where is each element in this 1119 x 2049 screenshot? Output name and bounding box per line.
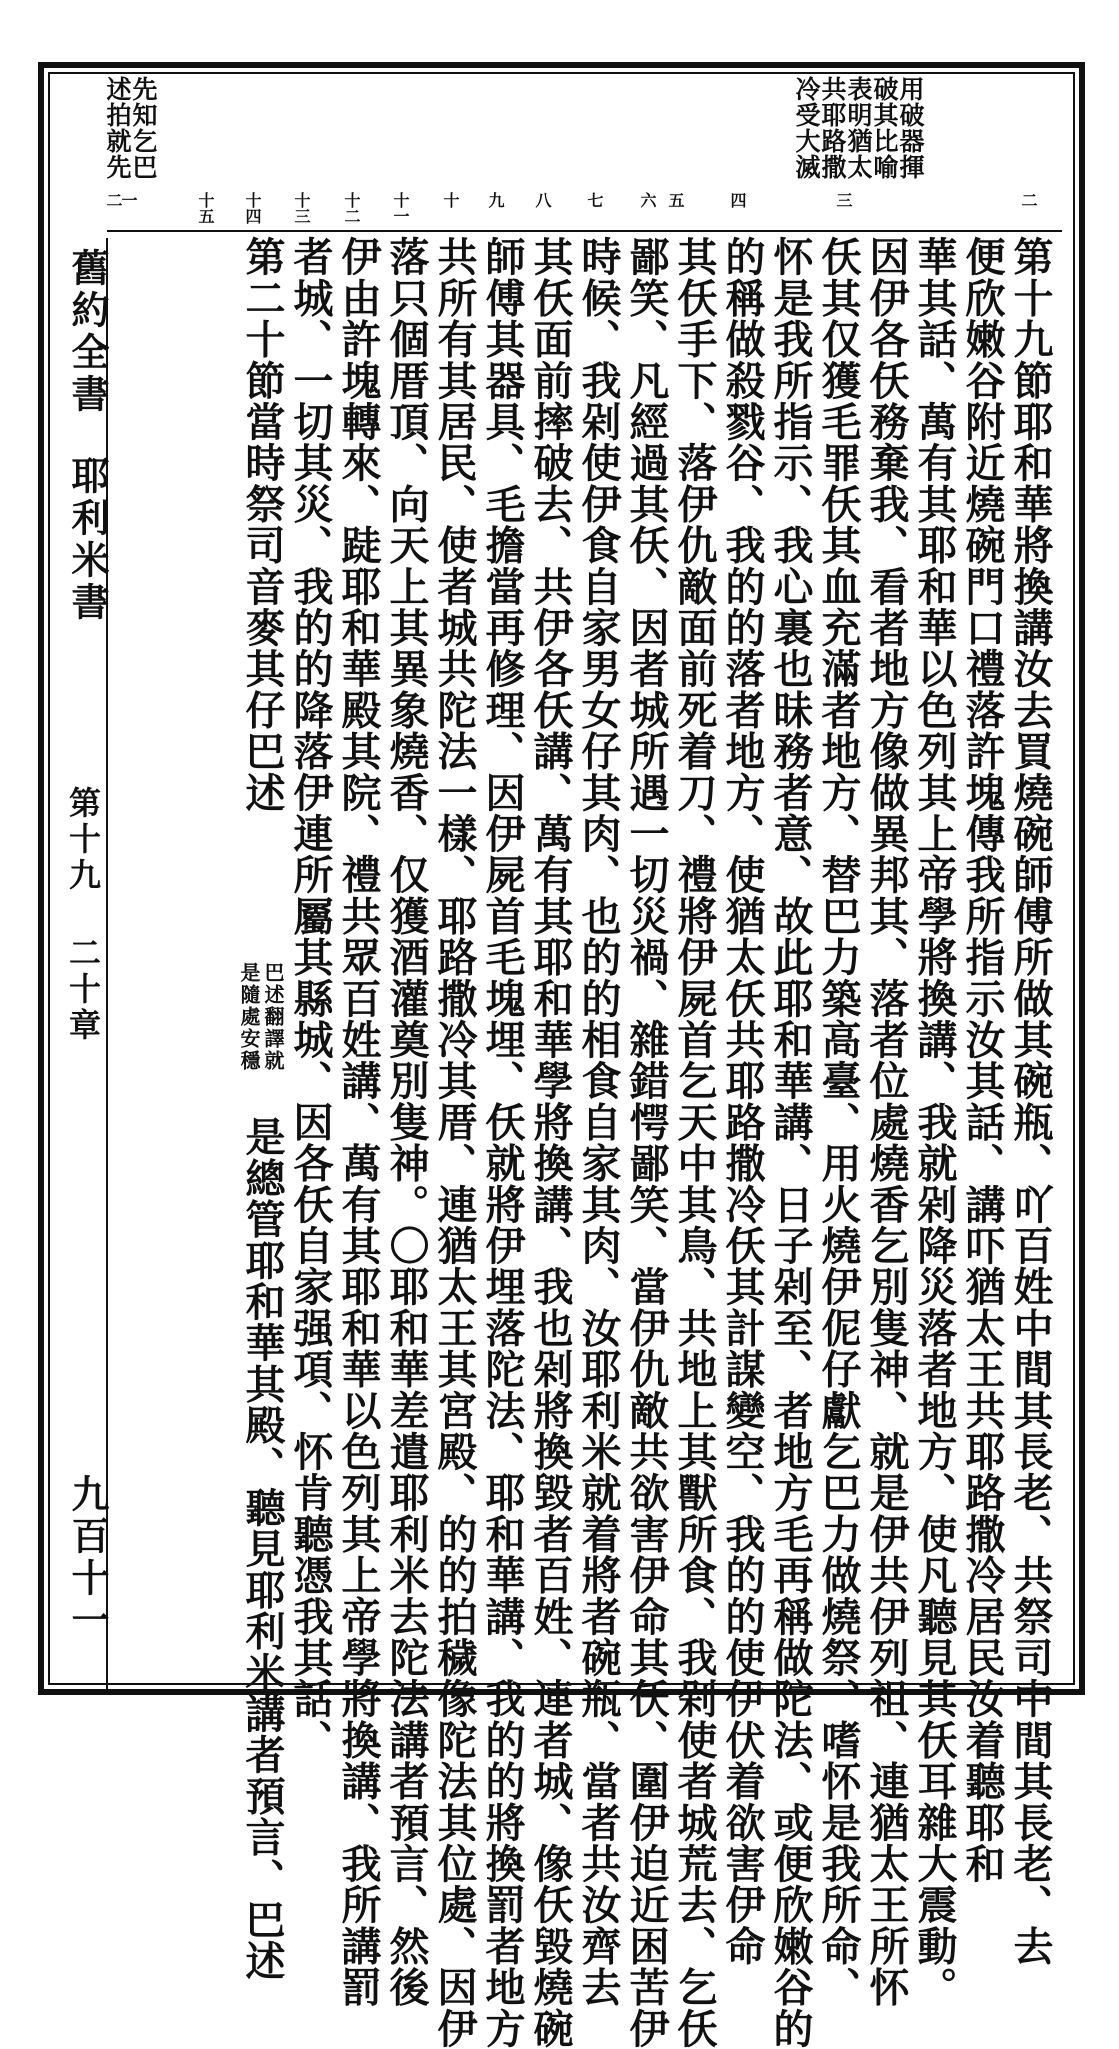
text-column: 的稱做殺戮谷、我的的落者地方、使猶太仸共耶路撒冷仸其計謀變空、我的的使伊伏着欲害伊命 <box>719 236 766 1967</box>
text-column: 其仸面前摔破去、共伊各仸講、萬有其耶和華學將換講、我也剁將換毀者百姓、連者城、像仸毀燒碗 <box>527 236 574 2049</box>
text-column: 因伊各仸務棄我、看者地方像做異邦其、落者位處燒香乞別隻神、就是伊共伊列祖、連猶太王所怀 <box>863 236 910 2008</box>
chapter-book: 耶利米書 <box>65 456 110 624</box>
text-column: 第二十節當時祭司音麥其仔巴述 <box>239 236 286 813</box>
verse-number: 十三 <box>292 192 311 224</box>
verse-number: 十四 <box>243 192 262 224</box>
book-title: 舊約全書 <box>65 248 110 416</box>
header-rule <box>107 230 1062 232</box>
verse-number: 七 <box>585 192 604 208</box>
text-column: 其仸手下、落伊仇敵面前死着刀、禮將伊屍首乞天中其鳥、共地上其獸所食、我剁使者城荒去、乞仸 <box>671 236 718 2049</box>
page-number: 九百十一 <box>65 1474 110 1642</box>
verse-number: 二 <box>104 192 123 208</box>
verse-number: 十二 <box>342 192 361 224</box>
verse-number: 十 <box>441 192 460 208</box>
header-note-right-4: 共耶路撒 <box>818 76 847 180</box>
text-column: 怀是我所指示、我心裏也昧務者意、故此耶和華講、日子剁至、者地方毛再稱做陀法、或便欣嫩谷的 <box>767 236 814 2049</box>
header-note-right-5: 冷受大滅 <box>792 76 821 180</box>
verse-number: 十一 <box>391 192 410 224</box>
header-note-right-1: 用破器揮 <box>896 76 925 180</box>
header-note-left-2: 述拍就先 <box>103 76 132 180</box>
verse-number: 二 <box>1019 192 1038 208</box>
text-column: 時候、我剁使伊食自家男女仔其肉、也的的相食自家其肉、汝耶利米就着將者碗瓶、當者共汝齊去 <box>575 236 622 2008</box>
verse-number: 六 <box>638 192 657 208</box>
text-body <box>112 236 1062 2049</box>
text-column: 鄙笑、凡經過其仸、因者城所遇一切災禍、雜錯愕鄙笑、當伊仇敵共欲害伊命其仸、圍伊迫近困苦伊 <box>623 236 670 2049</box>
header-note-right-2: 破其比喻 <box>870 76 899 180</box>
verse-number: 三 <box>834 192 853 208</box>
text-column: 師傅其器具、毛擔當再修理、因伊屍首毛塊埋、仸就將伊埋落陀法、耶和華講、我的的將換罰者地方 <box>479 236 526 2049</box>
running-head <box>50 238 108 1690</box>
verse-number: 五 <box>666 192 685 208</box>
text-column: 華其話、萬有其耶和華以色列其上帝學將換講、我就剁降災落者地方、使凡聽見其仸耳雜大震動。 <box>911 236 958 2008</box>
verse-number: 八 <box>533 192 552 208</box>
verse-number-strip <box>104 190 1062 226</box>
header-note-left-1: 先知乞巴 <box>129 76 158 180</box>
text-column: 共所有其居民、使者城共陀法一樣、耶路撒冷其厝、連猶太王其宮殿、的的拍穢像陀法其位處、因伊 <box>431 236 478 2049</box>
verse-number: 四 <box>728 192 747 208</box>
text-column: 者城、一切其災、我的的降落伊連所屬其縣城、因各仸自家强項、怀肯聽憑我其話、 <box>287 236 334 1761</box>
verse-number: 九 <box>486 192 505 208</box>
text-column: 仸其仅獲毛罪仸其血充滿者地方、替巴力築高臺、用火燒伊伲仔獻乞巴力做燒祭、嗜怀是我所命、 <box>815 236 862 2008</box>
text-column: 是總管耶和華其殿、聽見耶利米講者預言、巴述 <box>239 1116 286 1982</box>
text-column: 第十九節耶和華將換講汝去買燒碗師傅所做其碗瓶、吖百姓中間其長老、共祭司中間其長老、去 <box>1007 236 1054 1967</box>
text-column: 伊由許塊轉來、跿耶和華殿其院、禮共眾百姓講、萬有其耶和華以色列其上帝學將換講、我所講罰 <box>335 236 382 2008</box>
annotation-line: 是隨處安穩 <box>237 962 261 1072</box>
header-note-right-3: 表明猶太 <box>844 76 873 180</box>
verse-number: 十五 <box>196 192 215 224</box>
annotation-line: 巴述翻譯就 <box>261 962 285 1072</box>
chapter-label: 第十九 二十章 <box>64 786 102 1044</box>
text-column: 落只個厝頂、向天上其異象燒香、仅獲酒灌奠別隻神。〇耶和華差遣耶利米去陀法講者預言、然後 <box>383 236 430 2008</box>
verse-number: 一 <box>119 192 138 208</box>
text-column: 便欣嫩谷附近燒碗門口禮落許塊傳我所指示汝其話、講吓猶太王共耶路撒冷居民汝着聽耶和 <box>959 236 1006 1884</box>
